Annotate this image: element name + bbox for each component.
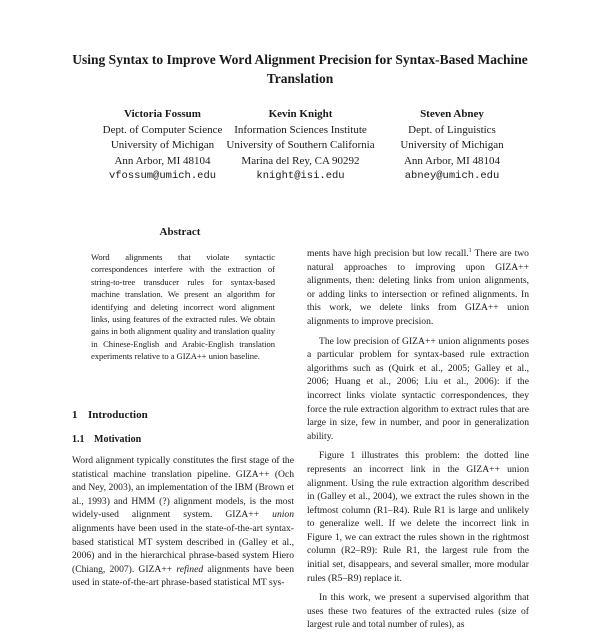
text-run: Word alignment typically constitutes the first stage of the statistical machine translation pipeline. GIZA++ (Och and Ney, 2003), an implementation of the IBM (Brown et al., 1993) and HMM (?) alignment models, is the most widely-used alignment system. GIZA++ xyxy=(72,455,294,521)
author-name: Victoria Fossum xyxy=(124,108,201,120)
left-column-paragraph xyxy=(72,454,294,590)
author-address: Marina del Rey, CA 90292 xyxy=(241,154,360,167)
text-run: alignments have been used in state-of-the-art phrase-based statistical MT sys- xyxy=(72,563,295,589)
subsection-heading xyxy=(72,434,141,445)
paragraph: The low precision of GIZA++ union alignments poses a particular problem for syntax-based rule extraction algorithms such as (Quirk et al., 2005; Galley et al., 2006; Huang et al., 2006; Liu et al., 2006): if the incorrect links violate syntactic correspondences, they force the rule extraction algorithm to extract rules that are large in size, few in number, and poor in generalization ability. xyxy=(307,335,529,442)
author-name: Steven Abney xyxy=(420,108,484,120)
text-run: There are two natural approaches to improving upon GIZA++ alignments, then: deleting links from union alignments, or adding links to intersection or refined alignments. In this work, we delete links from GIZA++ union alignments to improve precision. xyxy=(307,248,529,327)
text-run: alignments have been used in the state-of-the-art syntax-based statistical MT system described in (Galley et al., 2006) and in the hierarchical phrase-based system Hiero (Chiang, 2007). GIZA++ xyxy=(72,522,294,575)
author-email: vfossum@umich.edu xyxy=(108,170,217,182)
author-address: Ann Arbor, MI 48104 xyxy=(403,154,501,167)
author-org: University of Michigan xyxy=(110,139,215,151)
author-name: Kevin Knight xyxy=(268,108,333,120)
author-dept: Dept. of Linguistics xyxy=(408,123,496,136)
author-email: knight@isi.edu xyxy=(256,170,345,182)
author-org: University of Southern California xyxy=(226,139,375,151)
text-run-italic: refined xyxy=(176,563,204,575)
author-block xyxy=(218,107,383,185)
author-dept: Information Sciences Institute xyxy=(234,123,367,136)
section-title: Introduction xyxy=(88,409,148,421)
author-email: abney@umich.edu xyxy=(404,170,500,182)
footnote-marker: 1 xyxy=(468,247,472,254)
section-heading xyxy=(72,409,148,421)
paragraph xyxy=(307,247,529,329)
text-run: ments have high precision but low recall. xyxy=(307,248,469,259)
abstract-text: Word alignments that violate syntactic correspondences interfere with the extraction of string-to-tree transducer rules for syntax-based machine translation. We present an algorithm for identifying and deleting incorrect word alignment links, using features of the extracted rules. We obtain gains in both alignment quality and translation quality in Chinese-English and Arabic-English translation experiments relative to a GIZA++ union baseline. xyxy=(91,252,275,362)
text-run-italic: union xyxy=(272,509,294,521)
author-org: University of Michigan xyxy=(400,139,504,151)
author-dept: Dept. of Computer Science xyxy=(102,123,223,136)
section-number: 1 xyxy=(72,409,78,421)
right-column xyxy=(307,247,529,638)
paragraph: In this work, we present a supervised algorithm that uses these two features of the extracted rules (size of largest rule and total number of rules), as xyxy=(307,592,529,631)
subsection-title: Motivation xyxy=(94,434,142,445)
author-address: Ann Arbor, MI 48104 xyxy=(114,154,211,167)
paragraph: Figure 1 illustrates this problem: the dotted line represents an incorrect link in the GIZA++ union alignment. Using the rule extraction algorithm described in (Galley et al., 2004), we extract the rules shown in the leftmost column (R1–R4). Rule R1 is large and unlikely to generalize well. If we delete the incorrect link in Figure 1, we can extract the rules shown in the rightmost column (R2–R9): Rule R1, the largest rule from the initial set, disappears, and several smaller, more modular rules (R5–R9) replace it. xyxy=(307,450,529,584)
paper-title: Using Syntax to Improve Word Alignment Precision for Syntax-Based Machine Translation xyxy=(72,52,528,86)
abstract-heading: Abstract xyxy=(159,226,201,238)
subsection-number: 1.1 xyxy=(72,434,85,445)
author-block xyxy=(377,107,527,185)
